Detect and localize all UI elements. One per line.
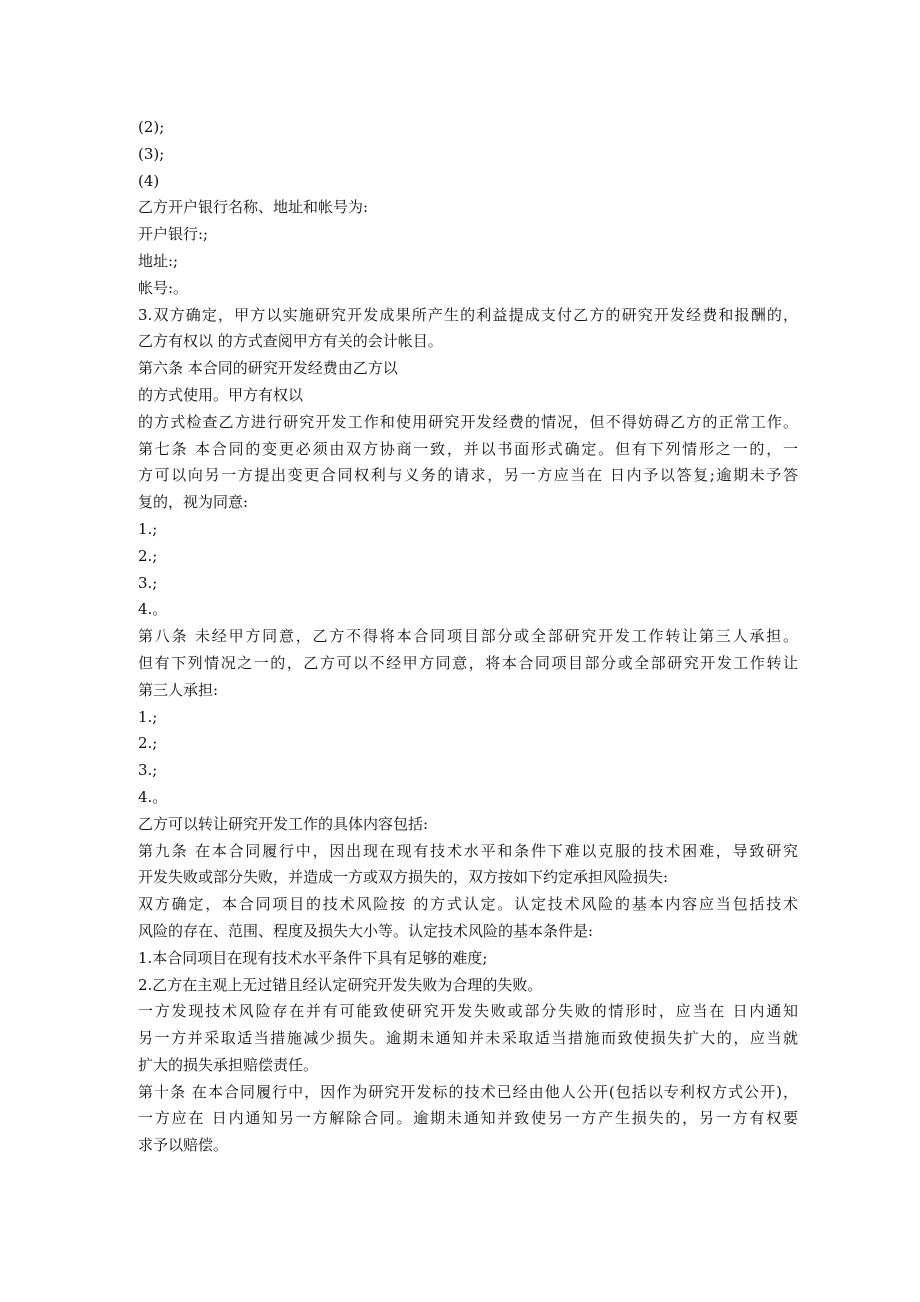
text-line: 方可以向另一方提出变更合同权利与义务的请求，另一方应当在 日内予以答复;逾期未予答 bbox=[138, 466, 798, 485]
text-line: 乙方有权以 的方式查阅甲方有关的会计帐目。 bbox=[138, 332, 443, 351]
text-line: 的方式检查乙方进行研究开发工作和使用研究开发经费的情况，但不得妨碍乙方的正常工作。 bbox=[138, 412, 798, 431]
text-line: 3.; bbox=[138, 573, 158, 592]
text-line: (3); bbox=[138, 144, 165, 163]
text-line: (2); bbox=[138, 118, 165, 136]
text-line: 第八条 未经甲方同意，乙方不得将本合同项目部分或全部研究开发工作转让第三人承担。 bbox=[138, 627, 798, 646]
text-line: 乙方可以转让研究开发工作的具体内容包括: bbox=[138, 814, 429, 833]
text-line: 第三人承担: bbox=[138, 680, 219, 699]
text-line: 地址:; bbox=[138, 251, 179, 270]
text-line: 第七条 本合同的变更必须由双方协商一致，并以书面形式确定。但有下列情形之一的，一 bbox=[138, 439, 798, 458]
text-line: 3.; bbox=[138, 761, 158, 780]
text-line: 帐号:。 bbox=[138, 278, 189, 297]
text-line: 但有下列情况之一的，乙方可以不经甲方同意，将本合同项目部分或全部研究开发工作转让 bbox=[138, 653, 798, 672]
text-line: 4.。 bbox=[138, 787, 168, 806]
text-line: 风险的存在、范围、程度及损失大小等。认定技术风险的基本条件是: bbox=[138, 921, 594, 940]
text-line: 扩大的损失承担赔偿责任。 bbox=[138, 1055, 319, 1074]
text-line: 1.; bbox=[138, 707, 158, 726]
text-line: 的方式使用。甲方有权以 bbox=[138, 385, 304, 404]
text-line: 开发失败或部分失败，并造成一方或双方损失的，双方按如下约定承担风险损失: bbox=[138, 868, 669, 887]
text-line: 2.; bbox=[138, 734, 158, 753]
text-line: 一方发现技术风险存在并有可能致使研究开发失败或部分失败的情形时，应当在 日内通知 bbox=[138, 1002, 798, 1021]
text-line: 第十条 在本合同履行中，因作为研究开发标的技术已经由他人公开(包括以专利权方式公开)， bbox=[138, 1082, 798, 1101]
text-line: 求予以赔偿。 bbox=[138, 1136, 229, 1155]
text-line: 开户银行:; bbox=[138, 225, 209, 244]
text-line: 3.双方确定，甲方以实施研究开发成果所产生的利益提成支付乙方的研究开发经费和报酬的， bbox=[138, 305, 798, 324]
text-line: 一方应在 日内通知另一方解除合同。逾期未通知并致使另一方产生损失的，另一方有权要 bbox=[138, 1109, 798, 1128]
document-body bbox=[138, 114, 798, 1159]
text-line: 2.; bbox=[138, 546, 158, 565]
text-line: 1.本合同项目在现有技术水平条件下具有足够的难度; bbox=[138, 948, 488, 967]
text-line: 4.。 bbox=[138, 600, 168, 619]
text-line: 2.乙方在主观上无过错且经认定研究开发失败为合理的失败。 bbox=[138, 975, 543, 994]
text-line: 复的，视为同意: bbox=[138, 493, 249, 512]
text-line: 乙方开户银行名称、地址和帐号为: bbox=[138, 198, 369, 217]
text-line: 双方确定，本合同项目的技术风险按 的方式认定。认定技术风险的基本内容应当包括技术 bbox=[138, 895, 798, 914]
text-line: 1.; bbox=[138, 519, 158, 538]
text-line: 另一方并采取适当措施减少损失。逾期未通知并未采取适当措施而致使损失扩大的，应当就 bbox=[138, 1029, 798, 1048]
text-line: 第九条 在本合同履行中，因出现在现有技术水平和条件下难以克服的技术困难，导致研究 bbox=[138, 841, 798, 860]
text-line: 第六条 本合同的研究开发经费由乙方以 bbox=[138, 359, 398, 378]
text-line: (4) bbox=[138, 171, 160, 190]
